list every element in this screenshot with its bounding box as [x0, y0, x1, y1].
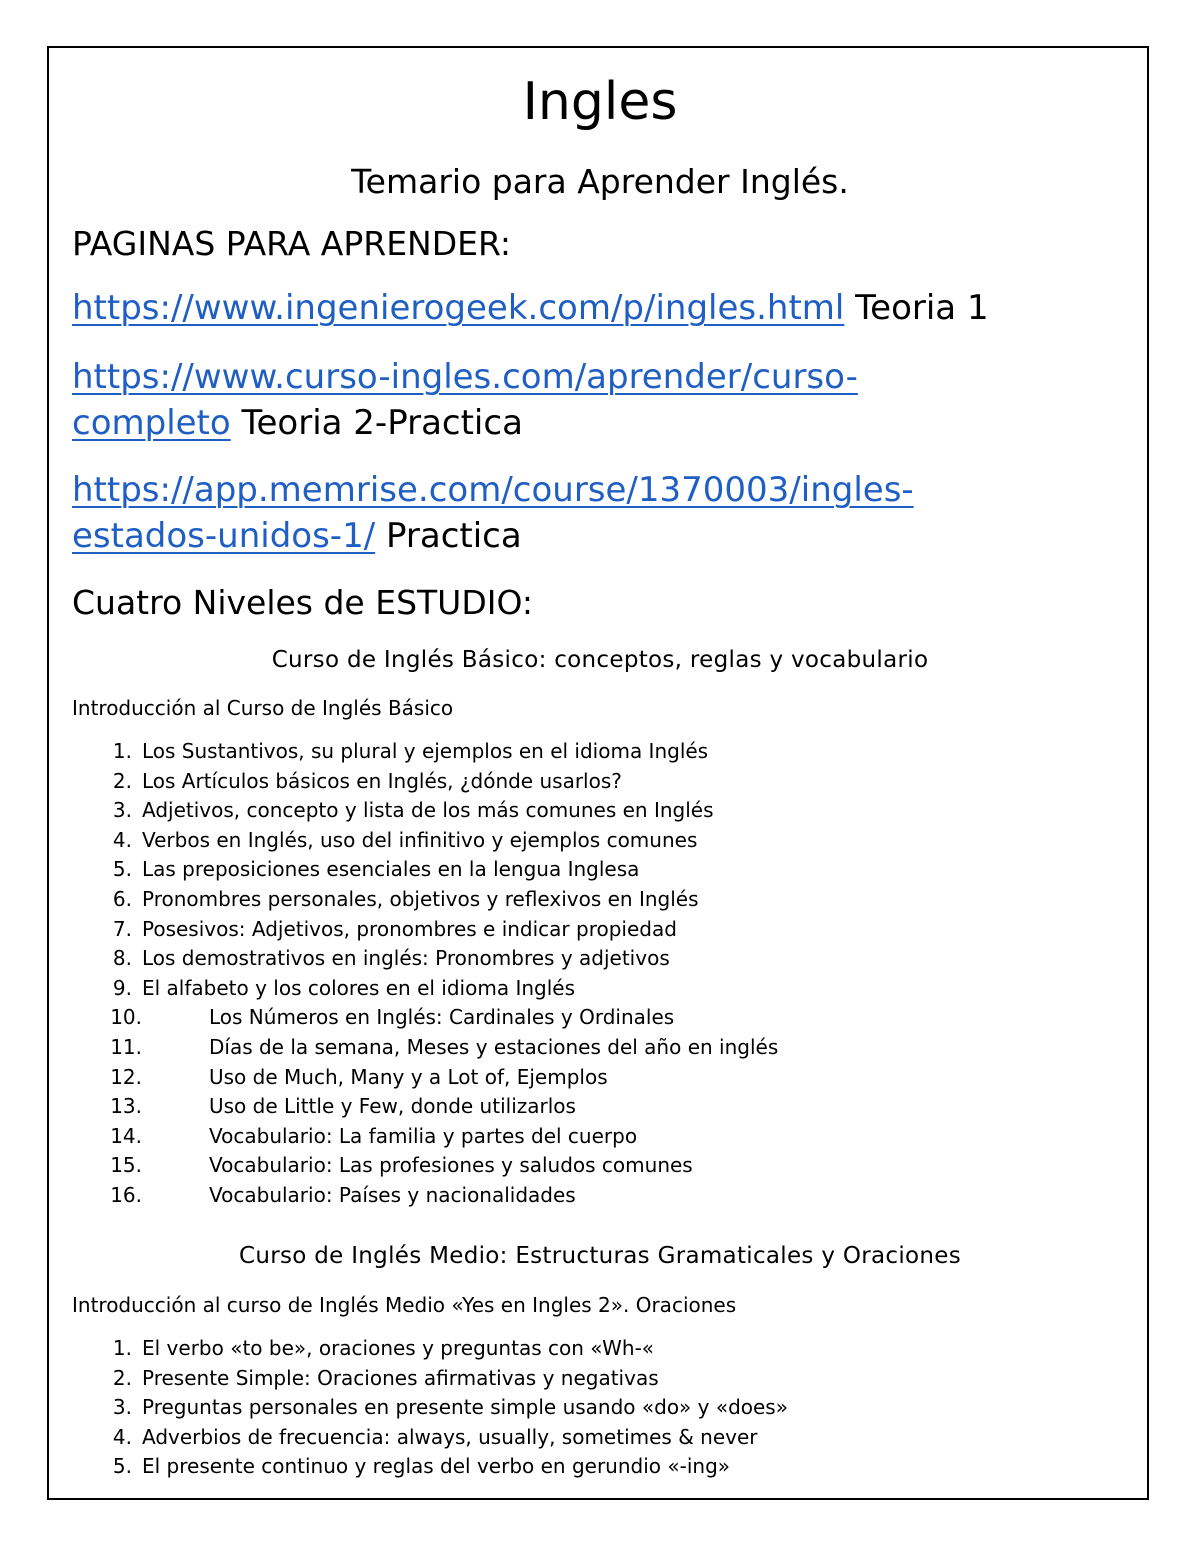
- item-number: 6.: [112, 886, 132, 911]
- document-subtitle: Temario para Aprender Inglés.: [351, 162, 849, 201]
- item-text: Posesivos: Adjetivos, pronombres e indicar propiedad: [142, 916, 677, 941]
- link-curso-ingles[interactable]: https://www.curso-ingles.com/aprender/curso-: [72, 357, 858, 397]
- basic-course-intro: Introducción al Curso de Inglés Básico: [72, 696, 454, 720]
- item-number: 2.: [112, 1365, 132, 1390]
- item-text: Uso de Little y Few, donde utilizarlos: [209, 1094, 576, 1119]
- item-text: Presente Simple: Oraciones afirmativas y negativas: [142, 1365, 659, 1390]
- item-text: Los demostrativos en inglés: Pronombres y adjetivos: [142, 946, 670, 971]
- item-number: 3.: [112, 798, 132, 823]
- item-number: 4.: [112, 1424, 132, 1449]
- item-number: 16.: [110, 1182, 142, 1207]
- link-memrise-continued[interactable]: estados-unidos-1/: [72, 516, 376, 556]
- item-text: Vocabulario: Países y nacionalidades: [209, 1182, 576, 1207]
- item-text: Las preposiciones esenciales en la lengua Inglesa: [142, 857, 640, 882]
- link-row-2b: [72, 401, 523, 445]
- item-number: 14.: [110, 1123, 142, 1148]
- link-1-label: Teoria 1: [844, 288, 989, 328]
- link-row-3a: [72, 468, 914, 512]
- item-text: Los Artículos básicos en Inglés, ¿dónde usarlos?: [142, 768, 622, 793]
- medium-course-title: Curso de Inglés Medio: Estructuras Gramaticales y Oraciones: [238, 1243, 962, 1269]
- item-text: El verbo «to be», oraciones y preguntas con «Wh-«: [142, 1336, 655, 1360]
- medium-course-intro: Introducción al curso de Inglés Medio «Yes en Ingles 2». Oraciones: [72, 1293, 737, 1317]
- link-2-label: Teoria 2-Practica: [230, 403, 523, 443]
- item-text: Adjetivos, concepto y lista de los más comunes en Inglés: [142, 798, 714, 823]
- document-title: Ingles: [522, 72, 678, 132]
- item-text: Preguntas personales en presente simple usando «do» y «does»: [142, 1395, 788, 1420]
- link-row-1: [72, 286, 989, 330]
- item-number: 13.: [110, 1094, 142, 1119]
- item-text: Los Números en Inglés: Cardinales y Ordinales: [209, 1005, 675, 1030]
- item-number: 11.: [110, 1034, 142, 1059]
- item-text: Vocabulario: La familia y partes del cuerpo: [209, 1123, 638, 1148]
- item-text: Los Sustantivos, su plural y ejemplos en el idioma Inglés: [142, 739, 709, 763]
- basic-course-title: Curso de Inglés Básico: conceptos, reglas y vocabulario: [271, 647, 929, 673]
- item-text: El presente continuo y reglas del verbo en gerundio «-ing»: [142, 1454, 730, 1479]
- link-row-3b: [72, 514, 522, 558]
- item-number: 2.: [112, 768, 132, 793]
- item-text: Adverbios de frecuencia: always, usually, sometimes & never: [142, 1424, 758, 1449]
- item-number: 1.: [112, 1336, 132, 1360]
- item-text: El alfabeto y los colores en el idioma Inglés: [142, 975, 575, 1000]
- link-row-2a: [72, 355, 858, 399]
- link-memrise[interactable]: https://app.memrise.com/course/1370003/ingles-: [72, 470, 914, 510]
- item-text: Verbos en Inglés, uso del infinitivo y ejemplos comunes: [142, 827, 698, 852]
- item-number: 7.: [112, 916, 132, 941]
- item-number: 9.: [112, 975, 132, 1000]
- levels-heading: Cuatro Niveles de ESTUDIO:: [72, 583, 533, 622]
- item-number: 15.: [110, 1153, 142, 1178]
- item-text: Vocabulario: Las profesiones y saludos comunes: [209, 1153, 693, 1178]
- item-text: Días de la semana, Meses y estaciones del año en inglés: [209, 1034, 779, 1059]
- link-ingenierogeek[interactable]: https://www.ingenierogeek.com/p/ingles.html: [72, 288, 845, 328]
- item-text: Pronombres personales, objetivos y reflexivos en Inglés: [142, 886, 699, 911]
- item-number: 3.: [112, 1395, 132, 1420]
- link-curso-ingles-continued[interactable]: completo: [72, 403, 231, 443]
- item-number: 4.: [112, 827, 132, 852]
- item-text: Uso de Much, Many y a Lot of, Ejemplos: [209, 1064, 608, 1089]
- item-number: 1.: [112, 739, 132, 763]
- item-number: 5.: [112, 857, 132, 882]
- item-number: 10.: [110, 1005, 142, 1030]
- item-number: 8.: [112, 946, 132, 971]
- item-number: 5.: [112, 1454, 132, 1479]
- pages-heading: PAGINAS PARA APRENDER:: [72, 224, 512, 263]
- item-number: 12.: [110, 1064, 142, 1089]
- link-3-label: Practica: [375, 516, 522, 556]
